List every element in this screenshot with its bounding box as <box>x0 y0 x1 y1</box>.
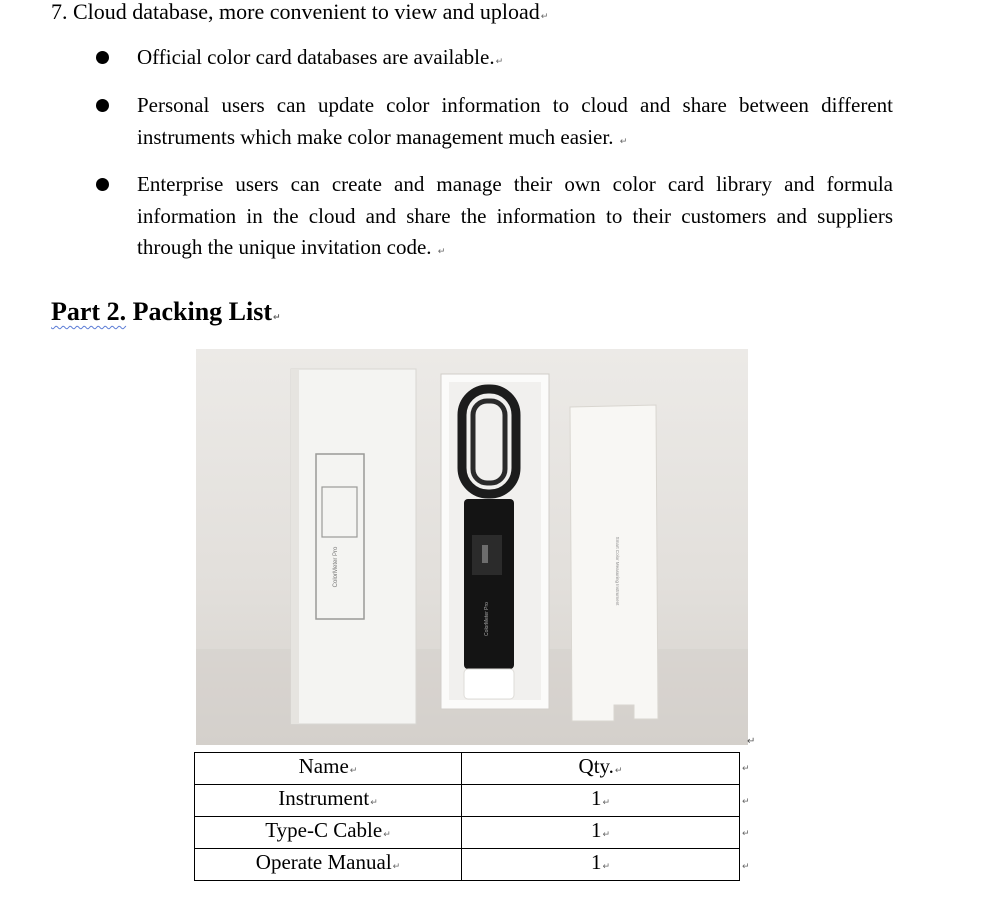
row-end-mark: ↵ <box>742 829 750 839</box>
section-heading <box>51 0 548 29</box>
product-photo <box>196 349 748 745</box>
device-label: ColorMeter Pro <box>484 602 490 636</box>
row-end-mark: ↵ <box>742 862 750 872</box>
product-photo-illustration <box>196 349 748 745</box>
cell-qty: 1↵ <box>462 849 740 881</box>
cell-name: Instrument↵ <box>195 785 462 817</box>
row-end-mark: ↵ <box>742 797 750 807</box>
row-end-mark: ↵ <box>742 764 750 774</box>
part-title: Packing List <box>132 297 273 326</box>
paragraph-mark: ↵ <box>619 136 628 147</box>
bullet-item <box>137 169 893 269</box>
table-row <box>195 849 740 881</box>
bullet-text: Official color card databases are available. <box>137 45 495 69</box>
paragraph-mark: ↵ <box>495 57 504 67</box>
table-row <box>195 817 740 849</box>
manual-label: Smart Color Measuring Instrument <box>615 536 620 606</box>
cell-qty: 1↵ <box>462 785 740 817</box>
table-row <box>195 785 740 817</box>
packing-list-table <box>194 752 740 881</box>
bullet-item <box>137 90 893 158</box>
box-label: ColorMeter Pro <box>333 546 339 588</box>
bullet-text: Enterprise users can create and manage their own color card library and formula information in the cloud and share the information to their customers and suppliers through the unique invitation code. <box>137 172 893 259</box>
cell-name: Operate Manual↵ <box>195 849 462 881</box>
cell-qty: 1↵ <box>462 817 740 849</box>
header-qty: Qty.↵ <box>462 753 740 785</box>
paragraph-mark: ↵ <box>437 247 446 257</box>
bullet-text: Personal users can update color information to cloud and share between different instruments which make color management much easier. <box>137 93 893 149</box>
part-heading <box>51 296 281 334</box>
paragraph-mark: ↵ <box>273 313 281 323</box>
bullet-dot-icon <box>96 99 109 112</box>
table-header-row <box>195 753 740 785</box>
paragraph-mark: ↵ <box>747 736 756 747</box>
bullet-item <box>137 42 893 79</box>
paragraph-mark: ↵ <box>540 12 549 22</box>
part-number: Part 2. <box>51 297 127 326</box>
cell-name: Type-C Cable↵ <box>195 817 462 849</box>
header-name: Name↵ <box>195 753 462 785</box>
bullet-dot-icon <box>96 51 109 64</box>
section-heading-text: 7. Cloud database, more convenient to view and upload <box>51 0 540 24</box>
bullet-dot-icon <box>96 178 109 191</box>
